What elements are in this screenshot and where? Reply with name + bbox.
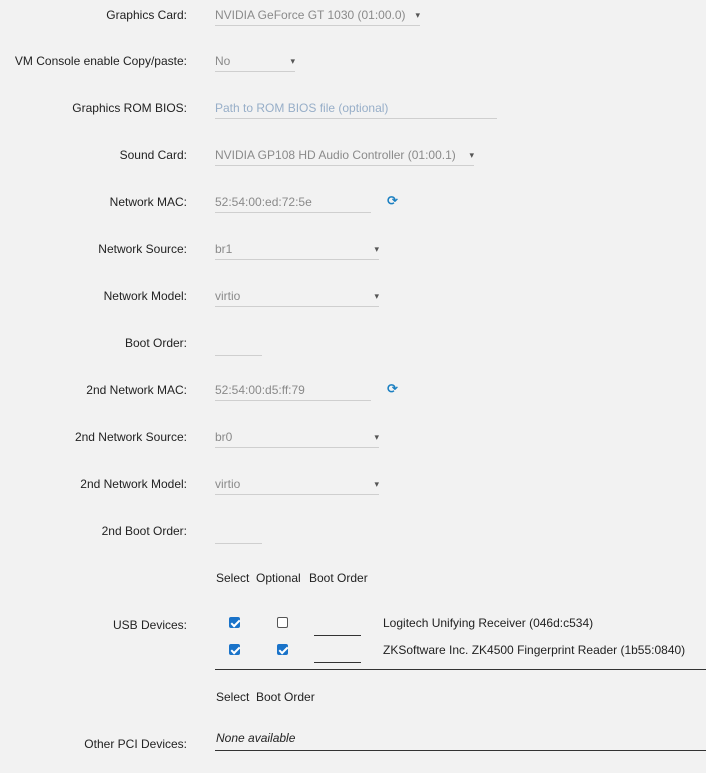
network-source-2-select[interactable] [215, 426, 379, 448]
sound-card-row [0, 144, 706, 168]
boot-order-input[interactable] [215, 334, 262, 356]
chevron-down-icon: ▾ [374, 479, 379, 489]
pci-header-boot-order: Boot Order [256, 690, 315, 704]
boot-order-row [0, 332, 706, 356]
network-source-row [0, 238, 706, 262]
network-model-select[interactable] [215, 285, 379, 307]
graphics-rom-placeholder: Path to ROM BIOS file (optional) [215, 101, 389, 115]
usb-device-1-boot-order-input[interactable] [314, 635, 361, 636]
network-mac-input[interactable] [215, 191, 371, 213]
pci-header-select: Select [216, 690, 250, 704]
usb-device-2-name: ZKSoftware Inc. ZK4500 Fingerprint Reader (1b55:0840) [383, 643, 686, 657]
usb-header-optional: Optional [256, 571, 301, 585]
sound-card-value: NVIDIA GP108 HD Audio Controller (01:00.1) [215, 148, 456, 162]
usb-device-2-optional-checkbox[interactable] [277, 644, 288, 655]
network-model-value: virtio [215, 289, 241, 303]
network-mac-value: 52:54:00:ed:72:5e [215, 195, 312, 209]
usb-device-1-select-checkbox[interactable] [229, 617, 240, 628]
network-mac-2-row [0, 379, 706, 403]
network-mac-2-label: 2nd Network MAC: [86, 383, 187, 397]
graphics-card-row [0, 4, 706, 28]
boot-order-2-label: 2nd Boot Order: [101, 524, 187, 538]
boot-order-label: Boot Order: [124, 336, 187, 350]
network-mac-label: Network MAC: [109, 195, 187, 209]
vm-console-row [0, 50, 706, 74]
network-source-select[interactable] [215, 238, 379, 260]
pci-devices-label: Other PCI Devices: [84, 737, 187, 751]
usb-device-2-boot-order-input[interactable] [314, 662, 361, 663]
network-source-2-value: br0 [215, 430, 233, 444]
boot-order-2-input[interactable] [215, 522, 262, 544]
usb-device-1-name: Logitech Unifying Receiver (046d:c534) [383, 616, 594, 630]
usb-header-boot-order: Boot Order [309, 571, 368, 585]
chevron-down-icon: ▾ [374, 432, 379, 442]
usb-table-divider [215, 669, 706, 670]
network-source-label: Network Source: [98, 242, 187, 256]
network-model-2-select[interactable] [215, 473, 379, 495]
network-source-2-row [0, 426, 706, 450]
refresh-icon[interactable]: ⟳ [387, 193, 398, 208]
network-mac-2-value: 52:54:00:d5:ff:79 [215, 383, 305, 397]
network-mac-2-input[interactable] [215, 379, 371, 401]
sound-card-select[interactable] [215, 144, 474, 166]
graphics-rom-row [0, 97, 706, 121]
network-model-2-value: virtio [215, 477, 241, 491]
network-source-value: br1 [215, 242, 233, 256]
network-mac-row [0, 191, 706, 215]
usb-device-1-optional-checkbox[interactable] [277, 617, 288, 628]
pci-table-divider [215, 750, 706, 751]
chevron-down-icon: ▾ [374, 244, 379, 254]
network-model-2-label: 2nd Network Model: [80, 477, 187, 491]
graphics-rom-input[interactable] [215, 97, 497, 119]
usb-header-select: Select [216, 571, 250, 585]
refresh-icon[interactable]: ⟳ [387, 381, 398, 396]
usb-devices-label: USB Devices: [112, 618, 187, 632]
vm-console-label: VM Console enable Copy/paste: [14, 54, 187, 68]
chevron-down-icon: ▾ [290, 56, 295, 66]
chevron-down-icon: ▾ [415, 10, 420, 20]
graphics-card-select[interactable] [215, 4, 420, 26]
pci-devices-row [0, 733, 706, 757]
vm-console-select[interactable] [215, 50, 295, 72]
graphics-card-value: NVIDIA GeForce GT 1030 (01:00.0) [215, 8, 406, 22]
vm-console-value: No [215, 54, 231, 68]
network-source-2-label: 2nd Network Source: [74, 430, 187, 444]
usb-device-2-select-checkbox[interactable] [229, 644, 240, 655]
chevron-down-icon: ▾ [374, 291, 379, 301]
network-model-2-row [0, 473, 706, 497]
sound-card-label: Sound Card: [119, 148, 187, 162]
graphics-rom-label: Graphics ROM BIOS: [72, 101, 187, 115]
chevron-down-icon: ▾ [469, 150, 474, 160]
pci-empty-text: None available [216, 731, 296, 745]
boot-order-2-row [0, 520, 706, 544]
network-model-row [0, 285, 706, 309]
graphics-card-label: Graphics Card: [106, 8, 187, 22]
network-model-label: Network Model: [103, 289, 187, 303]
